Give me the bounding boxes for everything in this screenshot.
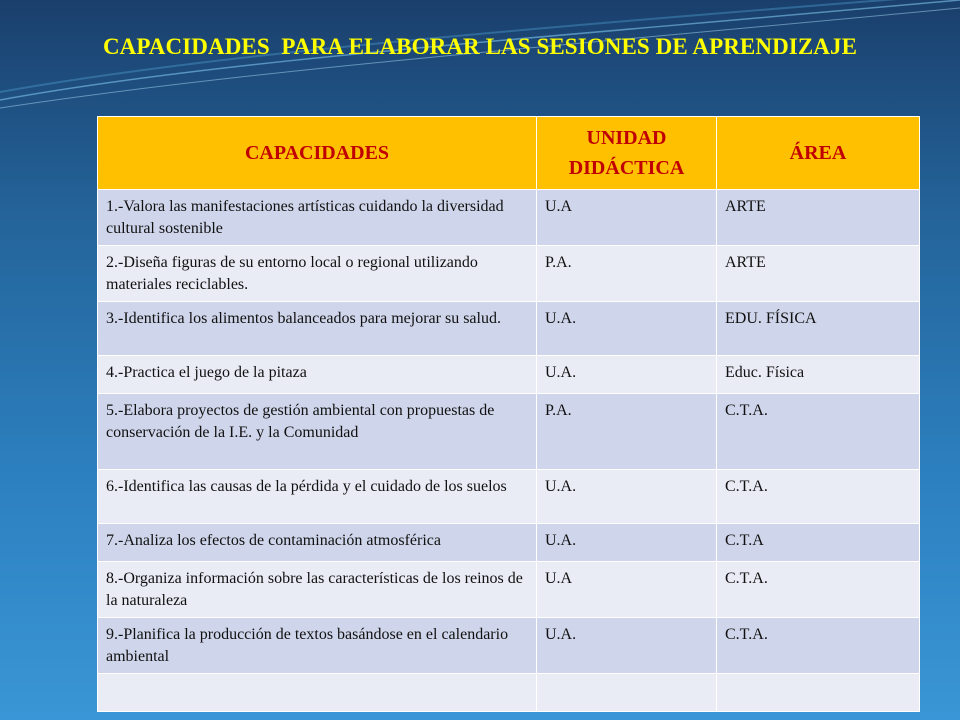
table-row-empty: [98, 674, 920, 712]
cell-area: C.T.A.: [717, 470, 920, 524]
cell-area: C.T.A.: [717, 562, 920, 618]
table-row: [98, 524, 920, 562]
cell-unidad: [537, 674, 717, 712]
cell-capacidad: 1.-Valora las manifestaciones artísticas cuidando la diversidad cultural sostenible: [98, 190, 537, 246]
cell-capacidad: 4.-Practica el juego de la pitaza: [98, 356, 537, 394]
cell-unidad: U.A: [537, 562, 717, 618]
table-row: [98, 562, 920, 618]
table-header-row: [98, 117, 920, 190]
cell-area: C.T.A.: [717, 394, 920, 470]
cell-unidad: U.A.: [537, 470, 717, 524]
cell-unidad: U.A.: [537, 302, 717, 356]
page-title: CAPACIDADES PARA ELABORAR LAS SESIONES DE APRENDIZAJE: [102, 34, 858, 59]
cell-area: C.T.A: [717, 524, 920, 562]
cell-area: ARTE: [717, 190, 920, 246]
cell-area: [717, 674, 920, 712]
cell-unidad: U.A: [537, 190, 717, 246]
cell-unidad: U.A.: [537, 524, 717, 562]
table-row: [98, 470, 920, 524]
table-row: [98, 356, 920, 394]
cell-capacidad: [98, 674, 537, 712]
header-area: ÁREA: [717, 117, 920, 190]
cell-capacidad: 8.-Organiza información sobre las características de los reinos de la naturaleza: [98, 562, 537, 618]
cell-unidad: P.A.: [537, 246, 717, 302]
table-row: [98, 246, 920, 302]
capacities-table: [97, 116, 920, 712]
cell-capacidad: 5.-Elabora proyectos de gestión ambiental con propuestas de conservación de la I.E. y la Comunidad: [98, 394, 537, 470]
cell-area: Educ. Física: [717, 356, 920, 394]
cell-area: C.T.A.: [717, 618, 920, 674]
table-row: [98, 618, 920, 674]
cell-capacidad: 2.-Diseña figuras de su entorno local o regional utilizando materiales reciclables.: [98, 246, 537, 302]
cell-unidad: U.A.: [537, 618, 717, 674]
cell-unidad: U.A.: [537, 356, 717, 394]
cell-area: ARTE: [717, 246, 920, 302]
cell-capacidad: 9.-Planifica la producción de textos basándose en el calendario ambiental: [98, 618, 537, 674]
cell-capacidad: 3.-Identifica los alimentos balanceados para mejorar su salud.: [98, 302, 537, 356]
header-unidad-didactica: UNIDAD DIDÁCTICA: [537, 117, 717, 190]
cell-capacidad: 6.-Identifica las causas de la pérdida y el cuidado de los suelos: [98, 470, 537, 524]
header-capacidades: CAPACIDADES: [98, 117, 537, 190]
cell-area: EDU. FÍSICA: [717, 302, 920, 356]
cell-capacidad: 7.-Analiza los efectos de contaminación atmosférica: [98, 524, 537, 562]
cell-unidad: P.A.: [537, 394, 717, 470]
table-row: [98, 394, 920, 470]
table-row: [98, 190, 920, 246]
table-row: [98, 302, 920, 356]
